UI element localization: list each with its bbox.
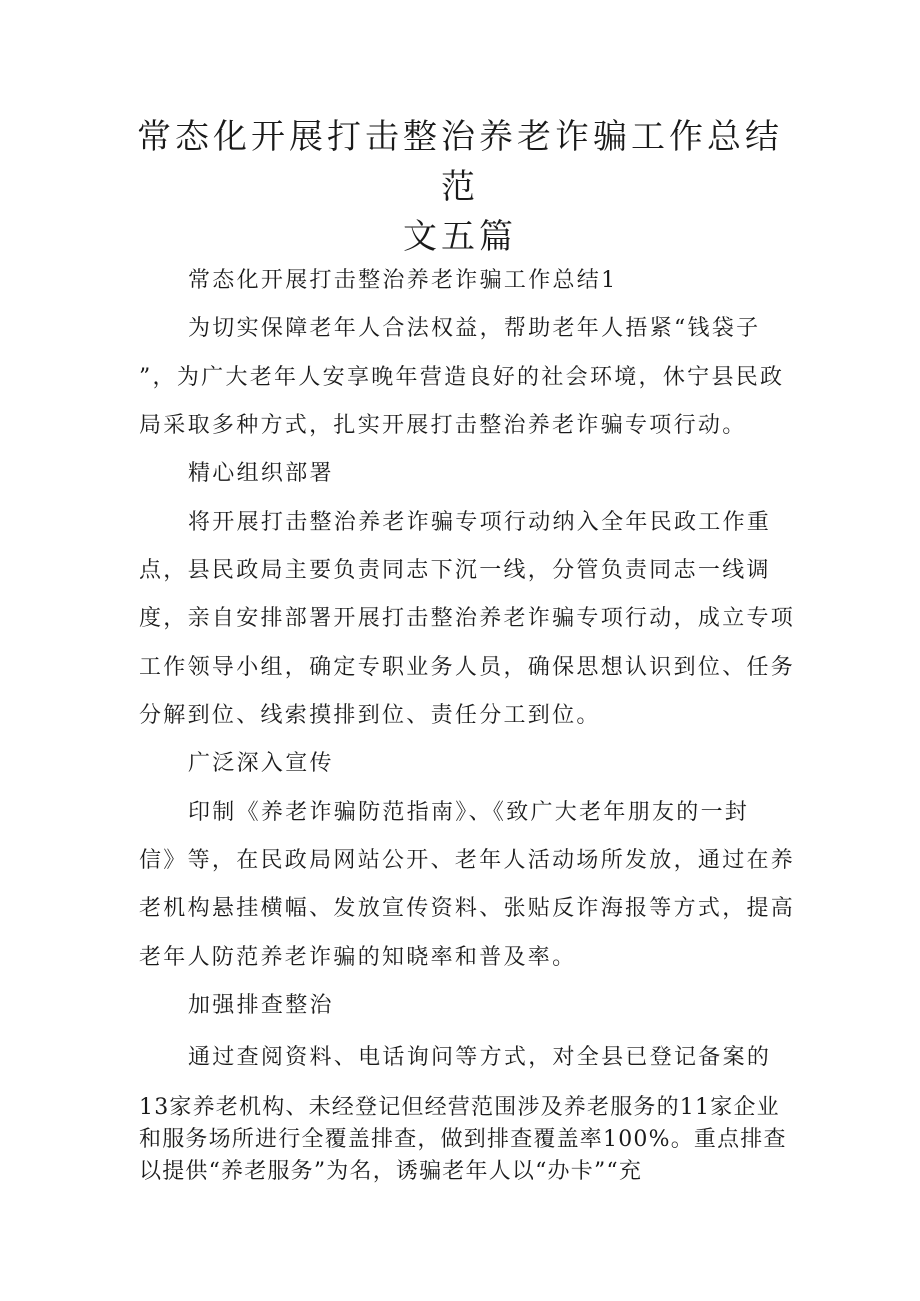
paragraph-line: 分解到位、线索摸排到位、责任分工到位。 <box>139 703 601 728</box>
paragraph-line: 点，县民政局主要负责同志下沉一线，分管负责同志一线调 <box>139 558 771 583</box>
paragraph-line: 13家养老机构、未经登记但经营范围涉及养老服务的11家企业 <box>139 1095 780 1120</box>
section-heading: 常态化开展打击整治养老诈骗工作总结1 <box>188 268 618 293</box>
paragraph-line: 老机构悬挂横幅、发放宣传资料、张贴反诈海报等方式，提高 <box>139 896 796 921</box>
paragraph-line: 度，亲自安排部署开展打击整治养老诈骗专项行动，成立专项 <box>139 606 796 631</box>
title-line-1: 常态化开展打击整治养老诈骗工作总结范 <box>137 117 783 207</box>
paragraph-line: 工作领导小组，确定专职业务人员，确保思想认识到位、任务 <box>139 655 796 680</box>
paragraph-line: 老年人防范养老诈骗的知晓率和普及率。 <box>139 945 577 970</box>
subheading: 精心组织部署 <box>188 461 334 486</box>
paragraph-line: 为切实保障老年人合法权益，帮助老年人捂紧“钱袋子 <box>188 316 761 341</box>
paragraph-line: 以提供“养老服务”为名，诱骗老年人以“办卡”“充 <box>139 1159 643 1184</box>
title-line-2: 文五篇 <box>403 217 517 257</box>
paragraph-line: 信》等，在民政局网站公开、老年人活动场所发放，通过在养 <box>139 848 796 873</box>
document-title <box>130 112 790 262</box>
paragraph-line: ”，为广大老年人安享晚年营造良好的社会环境，休宁县民政 <box>139 365 785 390</box>
subheading: 广泛深入宣传 <box>188 751 334 776</box>
subheading: 加强排查整治 <box>188 993 334 1018</box>
paragraph-line: 印制《养老诈骗防范指南》、《致广大老年朋友的一封 <box>188 800 750 825</box>
paragraph-line: 将开展打击整治养老诈骗专项行动纳入全年民政工作重 <box>188 510 772 535</box>
paragraph-line: 局采取多种方式，扎实开展打击整治养老诈骗专项行动。 <box>139 413 747 438</box>
paragraph-line: 和服务场所进行全覆盖排查，做到排查覆盖率100%。重点排查 <box>139 1127 787 1152</box>
paragraph-line: 通过查阅资料、电话询问等方式，对全县已登记备案的 <box>188 1045 772 1070</box>
